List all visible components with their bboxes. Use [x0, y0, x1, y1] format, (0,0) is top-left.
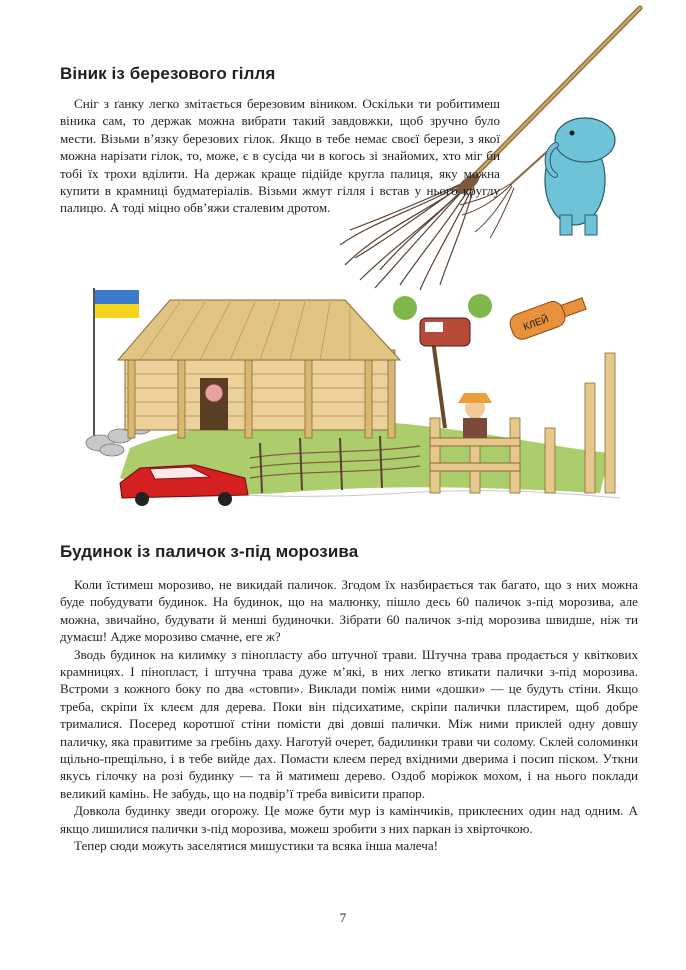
house-section-heading: Будинок із паличок з-під морозива — [60, 542, 359, 561]
page-number: 7 — [339, 910, 347, 925]
house-paragraph: Довкола будинку зведи огорожу. Це може бути мур із камінчиків, приклеєних один над одним. А якщо лишилися палички з-під морозива, можеш зробити з них паркан із хвірточкою. — [60, 803, 638, 836]
house-paragraph: Коли їстимеш морозиво, не викидай паличок. Згодом їх назбирається так багато, що з них можна буде побудувати будинок. На будинок, що на малюнку, пішло десь 60 паличок з-під морозива, але можна, звичайно, будувати й менші будиночки. Зібрати 60 паличок з-під морозива швидше, ніж ти думаєш! Адже морозиво смачне, еге ж? — [60, 577, 638, 645]
house-section-body — [60, 576, 638, 855]
house-paragraph: Тепер сюди можуть заселятися мишустики та всяка інша малеча! — [74, 838, 439, 854]
glue-bottle-label: КЛЕЙ — [521, 313, 551, 334]
ice-cream-stick-house-illustration — [0, 278, 686, 528]
house-paragraph: Зводь будинок на килимку з пінопласту або штучної трави. Штучна трава продається у квіткових крамницях. І пінопласт, і штучна трава дуже м’які, в них легко втикати палички з-під морозива. Встроми з кожного боку по два «стовпи». Виклади поміж ними «дошки» — це будуть стіни. Якщо треба, скріпи їх клеєм для дерева. Поки він підсихатиме, скріпи палички пластирем, щоб добре трималися. Посеред коротшої стіни помісти дві довші палички. Між ними приклей одну довшу паличку, яка правитиме за гребінь даху. Наготуй очерет, бадилинки трави чи солому. Склей соломинки щільно-прещільно, і в тебе вийде дах. Помасти клеєм перед вхідними дверима і посип піском. Уткни якусь гілочку на розі будинку — та й матимеш дерево. Оздоб моріжок мохом, і на нього поклади великий камінь. Не забудь, що на подвір’ї треба вивісити прапор. — [60, 646, 638, 801]
broom-section-heading: Віник із березового гілля — [60, 64, 276, 83]
broom-section-paragraph: Сніг з ґанку легко змітається березовим віником. Оскільки ти робитимеш віника сам, то держак можна вибрати такий завдовжки, щоб зручно було мести. Візьми в’язку березових гілок. Якщо в тебе немає своєї берези, з якої можна нарізати гілок, то, може, є в сусіда чи в когось зі знайомих, хто міг би тобі їх трохи вділити. На держак краще підійде кругла палиця, яку можна купити в крамниці будматеріалів. Візьми жмут гілля і встав у нього круглу палицю. А тоді міцно обв’яжи сталевим дротом. — [60, 96, 500, 216]
